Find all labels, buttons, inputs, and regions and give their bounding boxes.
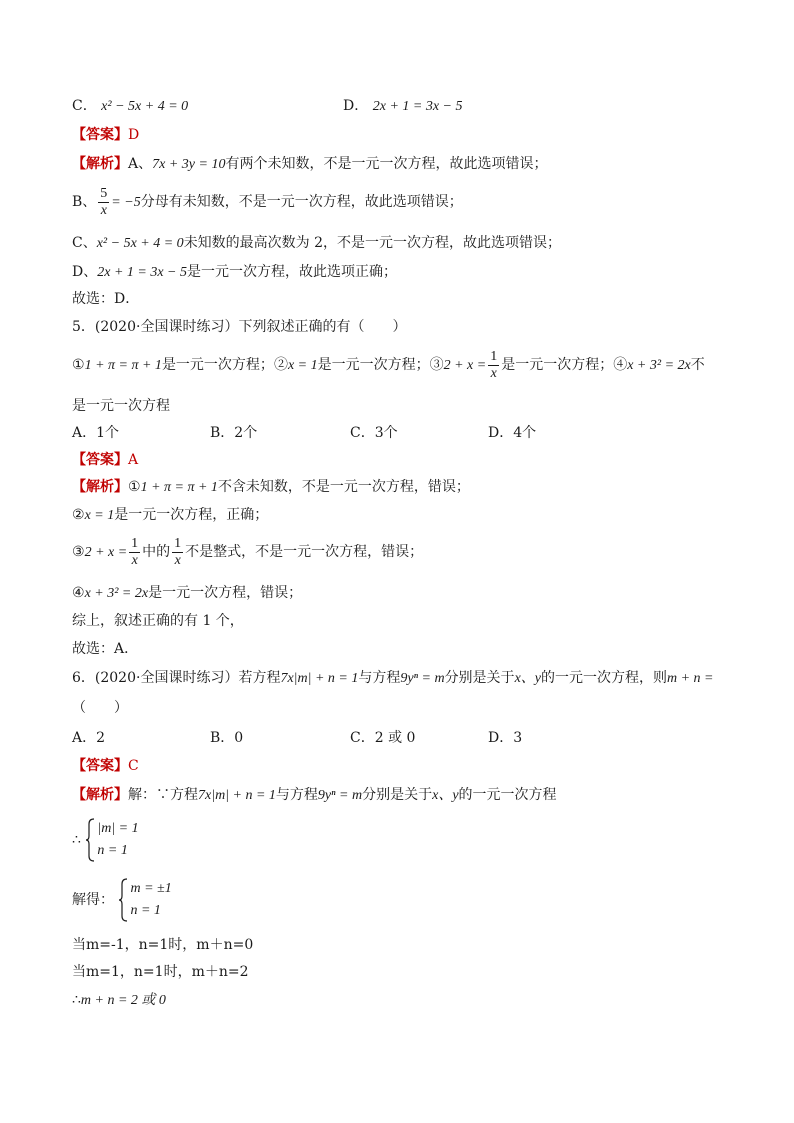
fraction-denominator: x bbox=[490, 365, 497, 381]
final-expr: m + n = 2 或 0 bbox=[80, 993, 166, 1008]
analysis-b-text: 分母有未知数，不是一元一次方程，故此选项错误； bbox=[140, 194, 463, 210]
q4-option-d-expr: 2x + 1 = 3x − 5 bbox=[372, 99, 463, 114]
fraction-numerator: 1 bbox=[131, 535, 139, 551]
q5-analysis-1 bbox=[72, 477, 470, 498]
analysis-c-prefix: C、 bbox=[72, 235, 97, 251]
sol-eq1: 7x|m| + n = 1 bbox=[198, 788, 276, 803]
therefore-symbol: ∴ bbox=[72, 992, 81, 1008]
analysis-d-text: 是一元一次方程，故此选项正确； bbox=[187, 264, 398, 280]
a1-mark: ① bbox=[128, 479, 141, 495]
analysis-c-expr: x² − 5x + 4 = 0 bbox=[96, 236, 184, 251]
left-brace-icon bbox=[118, 878, 128, 922]
a3-expr: 2 + x = bbox=[84, 545, 128, 560]
q5-statement-cont: 是一元一次方程 bbox=[72, 398, 170, 414]
q5-answer bbox=[72, 450, 138, 470]
fraction-1-over-x bbox=[488, 349, 499, 382]
sol-vars: x、y bbox=[432, 788, 459, 803]
q5-option-a: A．1个 bbox=[72, 425, 120, 441]
fraction-numerator: 1 bbox=[490, 348, 498, 364]
system-row-1: m = ±1 bbox=[130, 881, 172, 896]
a1-text: 不含未知数，不是一元一次方程，错误； bbox=[217, 479, 470, 495]
analysis-b-prefix: B、 bbox=[72, 194, 97, 210]
stmt3-expr: 2 + x = bbox=[443, 358, 487, 373]
q5-analysis-3 bbox=[72, 533, 423, 572]
solve-label: 解得： bbox=[72, 892, 114, 908]
q5-conclusion: 故选：A． bbox=[72, 641, 139, 657]
q5-summary: 综上，叙述正确的有 1 个， bbox=[72, 613, 244, 629]
sol-a: 解：∵方程 bbox=[128, 787, 198, 803]
analysis-d-expr: 2x + 1 = 3x − 5 bbox=[97, 265, 188, 280]
q6-header-a: 6．(2020·全国课时练习）若方程 bbox=[72, 670, 281, 686]
analysis-a-text: 有两个未知数，不是一元一次方程，故此选项错误； bbox=[225, 156, 548, 172]
sol-eq2: 9yⁿ = m bbox=[317, 788, 363, 803]
q5-header: 5．(2020·全国课时练习）下列叙述正确的有（ ） bbox=[72, 319, 407, 335]
system-row-2: n = 1 bbox=[97, 843, 128, 858]
fraction-denominator: x bbox=[100, 202, 107, 218]
q5-statements bbox=[72, 346, 705, 385]
q6-eq1: 7x|m| + n = 1 bbox=[280, 671, 359, 686]
q6-case-2: 当m=1，n=1时，m＋n=2 bbox=[72, 964, 249, 980]
stmt3-text: 是一元一次方程； bbox=[501, 357, 614, 373]
q5-option-c: C．3个 bbox=[350, 425, 398, 441]
analysis-d-prefix: D、 bbox=[72, 264, 98, 280]
stmt2-text: 是一元一次方程； bbox=[317, 357, 430, 373]
q4-options-cd bbox=[72, 96, 463, 117]
stmt1-mark: ① bbox=[72, 357, 85, 373]
q6-system-2 bbox=[72, 878, 172, 922]
q6-option-a: A．2 bbox=[72, 730, 106, 746]
a1-expr: 1 + π = π + 1 bbox=[140, 480, 218, 495]
q4-conclusion: 故选：D． bbox=[72, 291, 140, 307]
a4-expr: x + 3² = 2x bbox=[84, 586, 149, 601]
analysis-a-expr: 7x + 3y = 10 bbox=[152, 157, 226, 172]
q6-vars: x、y bbox=[514, 671, 541, 686]
q5-analysis-4 bbox=[72, 583, 302, 604]
answer-value: A bbox=[128, 452, 139, 468]
a4-text: 是一元一次方程，错误； bbox=[148, 585, 303, 601]
q6-eq2: 9yⁿ = m bbox=[400, 671, 445, 686]
q6-header-d: 的一元一次方程，则 bbox=[541, 670, 667, 686]
stmt4-expr: x + 3² = 2x bbox=[627, 358, 691, 373]
a3-mid: 中的 bbox=[142, 544, 171, 560]
stmt1-expr: 1 + π = π + 1 bbox=[84, 358, 162, 373]
sol-b: 与方程 bbox=[275, 787, 318, 803]
q4-analysis-b bbox=[72, 184, 463, 221]
left-brace-icon bbox=[85, 818, 95, 862]
a2-expr: x = 1 bbox=[84, 508, 115, 523]
fraction-numerator: 5 bbox=[100, 185, 108, 201]
q6-option-c: C．2 或 0 bbox=[350, 730, 416, 746]
q5-option-b: B．2个 bbox=[210, 425, 258, 441]
system-row-2: n = 1 bbox=[130, 903, 161, 918]
q6-case-1: 当m=-1，n=1时，m＋n=0 bbox=[72, 937, 254, 953]
analysis-b-expr: = −5 bbox=[111, 195, 141, 210]
stmt1-text: 是一元一次方程； bbox=[161, 357, 274, 373]
fraction-5-over-x bbox=[98, 186, 109, 219]
analysis-a-prefix: A、 bbox=[128, 156, 153, 172]
a2-mark: ② bbox=[72, 507, 85, 523]
a2-text: 是一元一次方程，正确； bbox=[114, 507, 269, 523]
q5-option-d: D．4个 bbox=[488, 425, 537, 441]
q6-blank: （ ） bbox=[72, 700, 128, 716]
q5-options bbox=[72, 423, 536, 443]
fraction-1-over-x bbox=[129, 536, 140, 569]
answer-tag: 【答案】 bbox=[72, 758, 128, 774]
q6-header bbox=[72, 668, 714, 689]
answer-value: D bbox=[128, 127, 140, 143]
q6-target: m + n = bbox=[667, 671, 714, 686]
q6-final bbox=[72, 990, 166, 1011]
q6-option-b: B．0 bbox=[210, 730, 244, 746]
stmt4-text: 不 bbox=[690, 357, 705, 373]
q5-analysis-2 bbox=[72, 505, 268, 526]
a3-text: 不是整式，不是一元一次方程，错误； bbox=[185, 544, 424, 560]
equation-system bbox=[118, 878, 171, 922]
q6-option-d: D．3 bbox=[488, 730, 523, 746]
fraction-numerator: 1 bbox=[174, 535, 182, 551]
analysis-tag: 【解析】 bbox=[72, 787, 128, 803]
sol-c: 分别是关于 bbox=[362, 787, 433, 803]
a4-mark: ④ bbox=[72, 585, 85, 601]
sol-d: 的一元一次方程 bbox=[458, 787, 557, 803]
stmt3-mark: ③ bbox=[429, 357, 444, 373]
q6-answer bbox=[72, 756, 139, 776]
a3-mark: ③ bbox=[72, 544, 85, 560]
answer-value: C bbox=[128, 758, 139, 774]
q4-analysis-d bbox=[72, 262, 397, 283]
q6-options bbox=[72, 728, 522, 748]
q4-answer bbox=[72, 125, 139, 145]
equation-system bbox=[85, 818, 138, 862]
fraction-1-over-x-2 bbox=[172, 536, 183, 569]
analysis-c-text: 未知数的最高次数为 2，不是一元一次方程，故此选项错误； bbox=[183, 235, 562, 251]
q4-option-c-label: C． bbox=[72, 98, 97, 114]
therefore-symbol: ∴ bbox=[72, 832, 81, 848]
q6-system-1 bbox=[72, 818, 139, 862]
q4-analysis-c bbox=[72, 233, 561, 254]
q6-header-b: 与方程 bbox=[358, 670, 401, 686]
answer-tag: 【答案】 bbox=[72, 127, 128, 143]
q4-analysis-a bbox=[72, 154, 547, 175]
stmt4-mark: ④ bbox=[613, 357, 628, 373]
q6-solution-intro bbox=[72, 785, 557, 806]
q4-option-c-expr: x² − 5x + 4 = 0 bbox=[101, 99, 189, 114]
stmt2-expr: x = 1 bbox=[287, 358, 318, 373]
system-row-1: |m| = 1 bbox=[97, 821, 139, 836]
q4-option-d-label: D． bbox=[343, 98, 369, 114]
stmt2-mark: ② bbox=[273, 357, 288, 373]
fraction-denominator: x bbox=[131, 552, 138, 568]
q6-header-c: 分别是关于 bbox=[444, 670, 515, 686]
fraction-denominator: x bbox=[174, 552, 181, 568]
answer-tag: 【答案】 bbox=[72, 452, 128, 468]
analysis-tag: 【解析】 bbox=[72, 479, 128, 495]
analysis-tag: 【解析】 bbox=[72, 156, 128, 172]
